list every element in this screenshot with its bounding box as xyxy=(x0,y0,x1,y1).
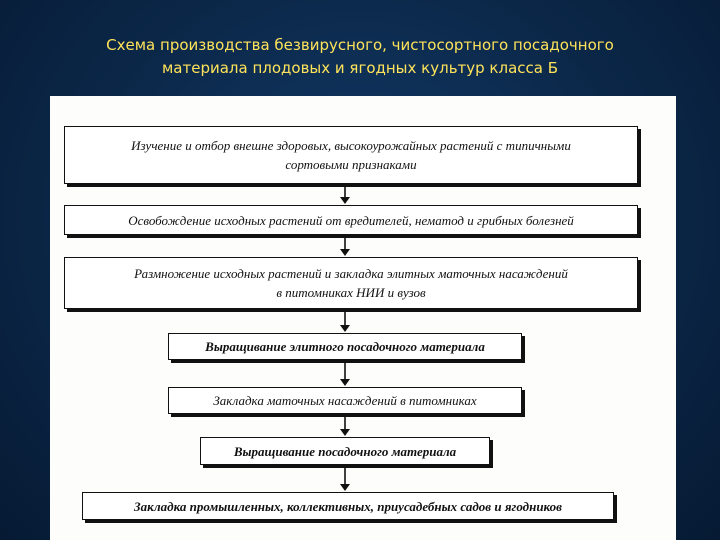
step-6-box xyxy=(200,437,490,465)
step-5-line-1: Закладка маточных насаждений в питомниках xyxy=(213,393,477,408)
scheme-diagram xyxy=(50,96,676,540)
step-4-line-1: Выращивание элитного посадочного материала xyxy=(205,339,485,354)
slide-title xyxy=(0,34,720,80)
step-3-line-1: Размножение исходных растений и закладка элитных маточных насаждений xyxy=(134,266,568,281)
step-1-line-1: Изучение и отбор внешне здоровых, высокоурожайных растений с типичными xyxy=(131,138,571,153)
step-3-line-2: в питомниках НИИ и вузов xyxy=(276,285,426,300)
slide-title-line-2: материала плодовых и ягодных культур класса Б xyxy=(161,59,559,77)
step-3-box xyxy=(64,257,638,309)
arrow-3-4 xyxy=(339,310,351,333)
step-7-line-1: Закладка промышленных, коллективных, приусадебных садов и ягодников xyxy=(134,498,562,514)
step-1-line-2: сортовыми признаками xyxy=(285,157,417,172)
arrow-2-3 xyxy=(339,236,351,257)
step-4-box xyxy=(168,333,522,360)
step-5-box xyxy=(168,387,522,414)
arrow-1-2 xyxy=(339,185,351,205)
arrow-5-6 xyxy=(339,415,351,437)
arrow-6-7 xyxy=(339,466,351,492)
step-2-box xyxy=(64,205,638,235)
step-6-line-1: Выращивание посадочного материала xyxy=(233,443,457,459)
slide-title-line-1: Схема производства безвирусного, чистосортного посадочного xyxy=(106,36,614,54)
step-2-line-1: Освобождение исходных растений от вредителей, нематод и грибных болезней xyxy=(128,212,574,228)
arrow-4-5 xyxy=(339,361,351,387)
step-7-box xyxy=(82,492,614,520)
step-1-box xyxy=(64,126,638,184)
